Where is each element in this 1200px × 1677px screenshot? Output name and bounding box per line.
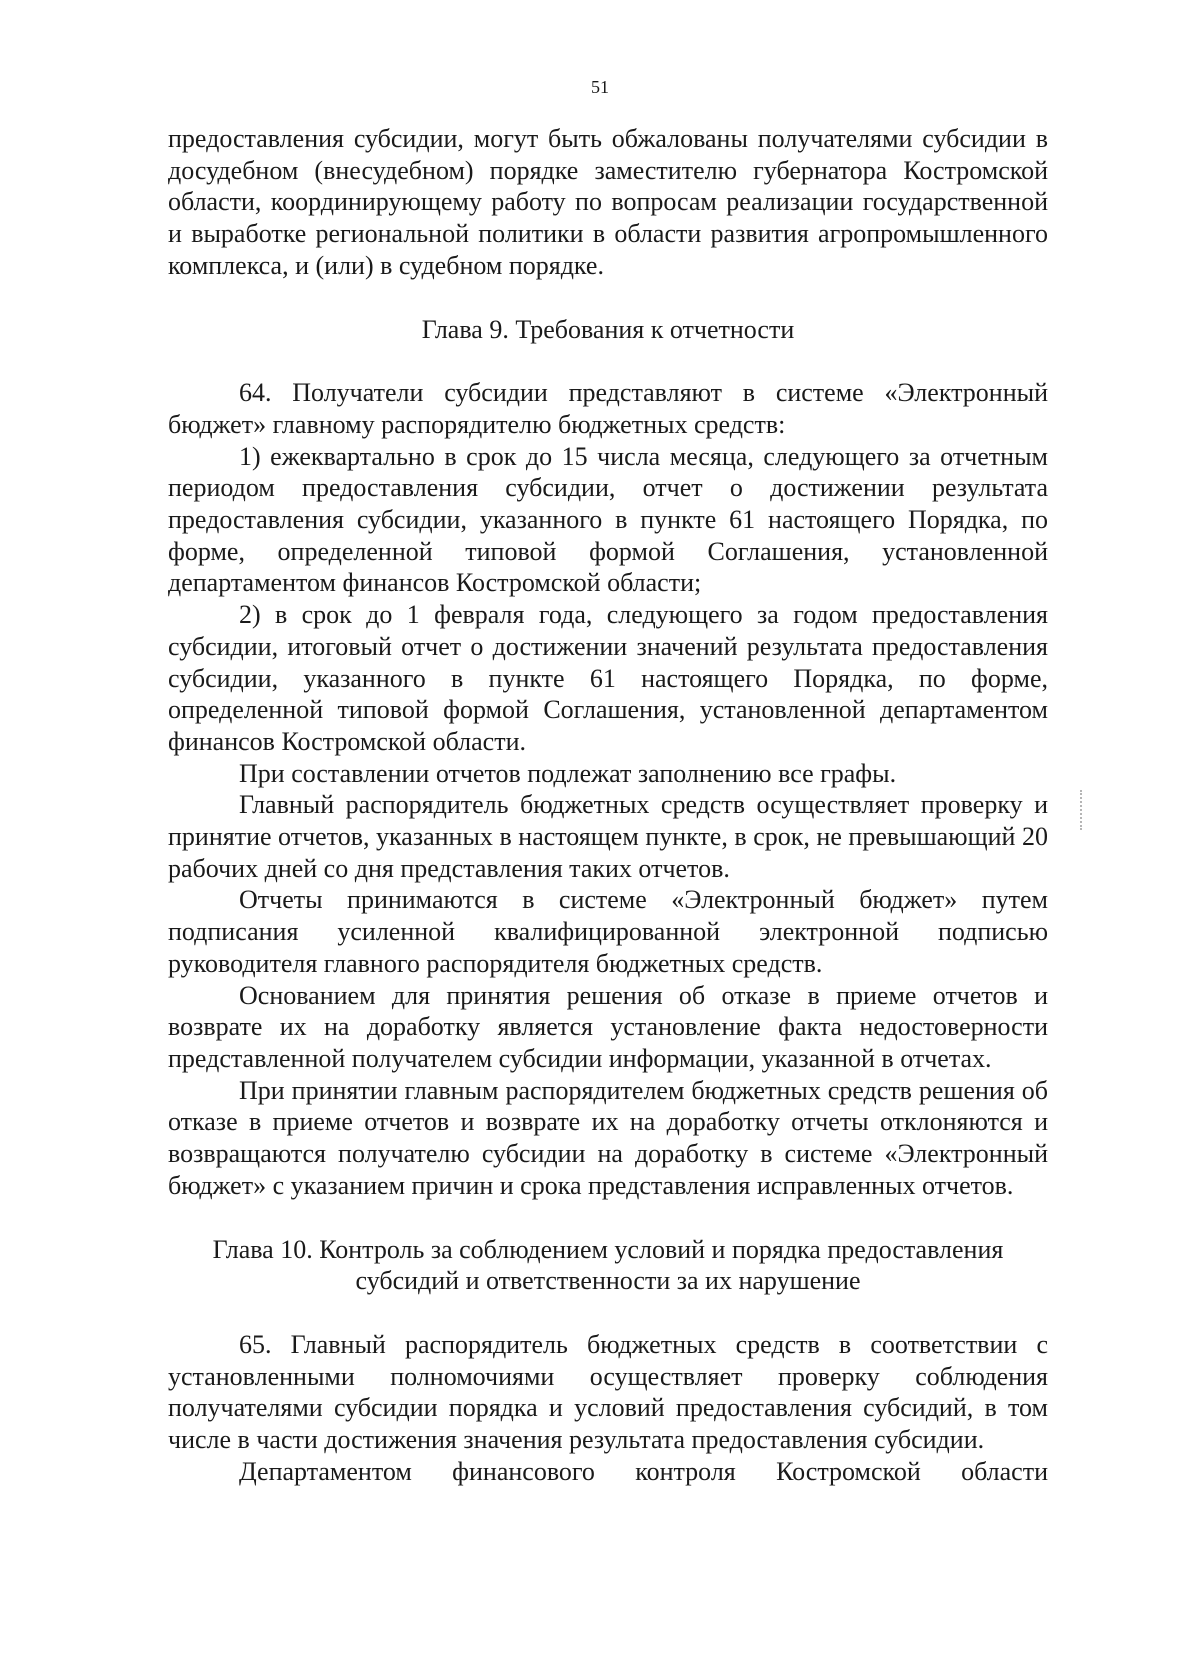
scan-margin-mark [1080,790,1086,830]
intro-paragraph: предоставления субсидии, могут быть обжалованы получателями субсидии в досудебном (внесудебном) порядке заместителю губернатора Костромской области, координирующему работу по вопросам реализации государственной и выработке региональной политики в области развития агропромышленного комплекса, и (или) в судебном порядке. [168,124,1048,280]
paragraph-refusal-grounds: Основанием для принятия решения об отказе в приеме отчетов и возврате их на доработку является установление факта недостоверности представленной получателем субсидии информации, указанной в отчетах. [168,980,1048,1073]
paragraph-65: 65. Главный распорядитель бюджетных средств в соответствии с установленными полномочиями осуществляет проверку соблюдения получателями субсидии порядка и условий предоставления субсидий, в том числе в части достижения значения результата предоставления субсидии. [168,1329,1048,1455]
chapter-10-title-line-2: субсидий и ответственности за их нарушение [355,1266,861,1296]
paragraph-all-fields: При составлении отчетов подлежат заполнению все графы. [239,758,897,788]
chapter-9-title: Глава 9. Требования к отчетности [421,314,795,344]
paragraph-report-signing: Отчеты принимаются в системе «Электронный бюджет» путем подписания усиленной квалифицированной электронной подписью руководителя главного распорядителя бюджетных средств. [168,885,1048,978]
paragraph-64-item-2: 2) в срок до 1 февраля года, следующего за годом предоставления субсидии, итоговый отчет о достижении значений результата предоставления субсидии, указанного в пункте 61 настоящего Порядка, по форме, определенной типовой формой Соглашения, установленной департаментом финансов Костромской области. [168,600,1048,756]
page-number: 51 [591,77,609,97]
paragraph-refusal-procedure: При принятии главным распорядителем бюджетных средств решения об отказе в приеме отчетов и возврате их на доработку отчеты отклоняются и возвращаются получателю субсидии на доработку в системе «Электронный бюджет» с указанием причин и срока представления исправленных отчетов. [168,1075,1048,1200]
document-body [168,123,1048,1487]
paragraph-64-item-1: 1) ежеквартально в срок до 15 числа месяца, следующего за отчетным периодом предоставления субсидии, отчет о достижении результата предоставления субсидии, указанного в пункте 61 настоящего Порядка, по форме, определенной типовой формой Соглашения, установленной департаментом финансов Костромской области; [168,441,1048,598]
chapter-10-title-line-1: Глава 10. Контроль за соблюдением условий и порядка предоставления [212,1234,1004,1264]
paragraph-64: 64. Получатели субсидии представляют в системе «Электронный бюджет» главному распорядителю бюджетных средств: [168,378,1048,439]
paragraph-report-check: Главный распорядитель бюджетных средств осуществляет проверку и принятие отчетов, указанных в настоящем пункте, в срок, не превышающий 20 рабочих дней со дня представления таких отчетов. [168,790,1048,883]
paragraph-finance-control: Департаментом финансового контроля Костромской области [239,1456,1048,1486]
